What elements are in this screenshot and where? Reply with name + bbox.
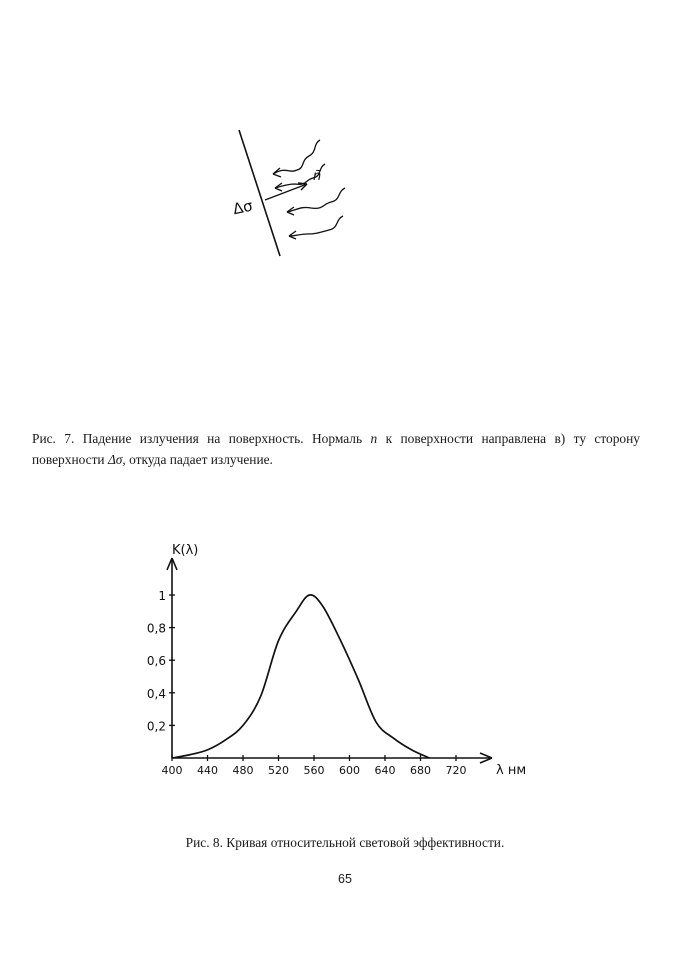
figure-8-caption: Рис. 8. Кривая относительной световой эффективности. [185, 835, 505, 850]
caption-7-suffix: , откуда падает излучение. [122, 452, 273, 467]
x-axis-label: λ нм [496, 763, 527, 778]
x-tick-label: 720 [445, 764, 467, 777]
normal-vector [265, 184, 307, 200]
figure-7-diagram [225, 122, 355, 262]
y-tick-label: 1 [158, 589, 166, 603]
x-tick-label: 600 [339, 764, 360, 777]
x-tick-label: 680 [410, 764, 431, 777]
efficiency-curve [172, 595, 429, 758]
y-tick-label: 0,2 [146, 719, 166, 734]
radiation-wave-4 [289, 216, 343, 236]
x-tick-label: 520 [268, 764, 289, 777]
radiation-wave-3 [287, 188, 345, 212]
x-tick-label: 560 [303, 764, 325, 777]
y-axis-label: K(λ) [172, 543, 199, 558]
x-tick-label: 400 [161, 764, 183, 777]
x-tick-label: 640 [374, 764, 396, 777]
normal-label: n̄ [313, 169, 322, 184]
figure-7-caption [32, 428, 640, 470]
caption-7-middle: к поверхности направлена в) ту сторону поверхности [32, 431, 640, 467]
surface-label: Δσ [231, 196, 255, 219]
caption-7-sigma-symbol: Δσ [107, 452, 123, 467]
x-tick-label: 480 [232, 764, 254, 777]
figure-8-chart [146, 540, 550, 790]
x-tick-label: 440 [197, 764, 218, 777]
surface-line [239, 130, 280, 256]
caption-7-prefix: Рис. 7. Падение излучения на поверхность. Нормаль [32, 431, 371, 446]
y-tick-label: 0,6 [146, 654, 166, 669]
y-tick-label: 0,8 [146, 621, 166, 636]
y-tick-label: 0,4 [146, 686, 166, 701]
page-number: 65 [338, 872, 352, 886]
caption-7-n-symbol: n [370, 431, 378, 446]
